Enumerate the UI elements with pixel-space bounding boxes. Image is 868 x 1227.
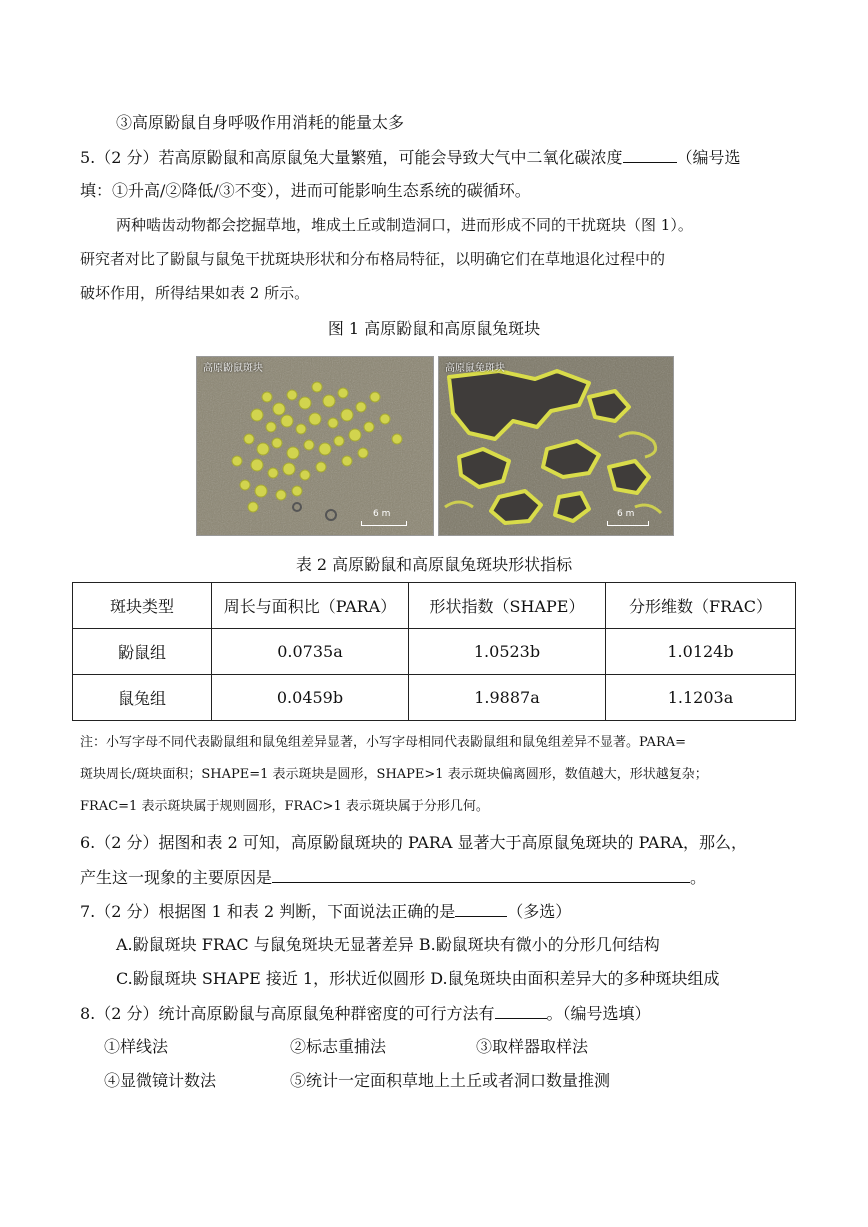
question-7-line: [80, 900, 571, 923]
question-5-line-1: [80, 146, 741, 169]
table-header-row: [73, 583, 796, 629]
question-6-end: 。: [690, 868, 707, 887]
header-cell: 周长与面积比（PARA）: [212, 583, 409, 629]
question-8-option-5: ⑤统计一定面积草地上土丘或者洞口数量推测: [290, 1071, 611, 1090]
table-cell: 1.9887a: [409, 675, 606, 721]
header-cell: 形状指数（SHAPE）: [409, 583, 606, 629]
table-cell: 1.1203a: [606, 675, 796, 721]
answer-blank-q5: [623, 146, 677, 163]
table-row: [73, 675, 796, 721]
answer-blank-q8: [495, 1002, 547, 1019]
zokor-patch-image: [197, 357, 433, 535]
question-7-text: 7.（2 分）根据图 1 和表 2 判断，下面说法正确的是: [80, 902, 456, 921]
pika-patch-photo: [438, 356, 674, 536]
answer-blank-q6: [272, 866, 690, 883]
question-6-line-1: 6.（2 分）据图和表 2 可知，高原鼢鼠斑块的 PARA 显著大于高原鼠兔斑块的 PARA，那么，: [80, 833, 748, 852]
question-5-text: 5.（2 分）若高原鼢鼠和高原鼠兔大量繁殖，可能会导致大气中二氧化碳浓度: [80, 148, 623, 167]
figure-caption: 图 1 高原鼢鼠和高原鼠兔斑块: [327, 319, 541, 338]
table-row: [73, 629, 796, 675]
question-8-option-3: ③取样器取样法: [476, 1037, 589, 1056]
question-8-end: 。（编号选填）: [546, 1004, 651, 1023]
zokor-patch-photo: [196, 356, 434, 536]
table-cell: 鼠兔组: [73, 675, 212, 721]
zokor-photo-label: 高原鼢鼠斑块: [203, 363, 263, 374]
question-8-text: 8.（2 分）统计高原鼢鼠与高原鼠兔种群密度的可行方法有: [80, 1004, 495, 1023]
table-cell: 鼢鼠组: [73, 629, 212, 675]
pika-patch-image: [439, 357, 673, 535]
paragraph-line-3: 破坏作用，所得结果如表 2 所示。: [80, 284, 310, 302]
header-cell: 分形维数（FRAC）: [606, 583, 796, 629]
question-8-option-4: ④显微镜计数法: [104, 1071, 217, 1090]
scale-text-right: 6 m: [617, 509, 635, 519]
question-8-option-2: ②标志重捕法: [290, 1037, 387, 1056]
paragraph-line-2: 研究者对比了鼢鼠与鼠兔干扰斑块形状和分布格局特征，以明确它们在草地退化过程中的: [80, 250, 666, 268]
table-cell: 0.0459b: [212, 675, 409, 721]
question-5-text-cont: （编号选: [676, 148, 741, 167]
scale-text-left: 6 m: [373, 509, 391, 519]
table-note-line-1: 注：小写字母不同代表鼢鼠组和鼠兔组差异显著，小写字母相同代表鼢鼠组和鼠兔组差异不显著。PARA=: [80, 735, 687, 750]
question-7-options-cd: C.鼢鼠斑块 SHAPE 接近 1，形状近似圆形 D.鼠兔斑块由面积差异大的多种斑块组成: [116, 969, 720, 988]
pika-photo-label: 高原鼠兔斑块: [445, 363, 505, 374]
paragraph-line-1: 两种啮齿动物都会挖掘草地，堆成土丘或制造洞口，进而形成不同的干扰斑块（图 1）。: [116, 216, 693, 234]
table-cell: 1.0523b: [409, 629, 606, 675]
question-8-line: [80, 1002, 651, 1025]
table-cell: 0.0735a: [212, 629, 409, 675]
shape-index-table: [72, 582, 796, 721]
table-caption: 表 2 高原鼢鼠和高原鼠兔斑块形状指标: [295, 555, 573, 574]
question-7-options-ab: A.鼢鼠斑块 FRAC 与鼠兔斑块无显著差异 B.鼢鼠斑块有微小的分形几何结构: [116, 935, 660, 954]
header-cell: 斑块类型: [73, 583, 212, 629]
question-6-line-2: [80, 866, 706, 889]
option-line-3: ③高原鼢鼠自身呼吸作用消耗的能量太多: [116, 113, 405, 132]
scale-bar-right: [607, 521, 649, 526]
question-8-option-1: ①样线法: [104, 1037, 169, 1056]
answer-blank-q7: [455, 900, 507, 917]
question-7-end: （多选）: [507, 902, 572, 921]
scale-bar-left: [361, 521, 407, 526]
table-cell: 1.0124b: [606, 629, 796, 675]
question-6-text: 产生这一现象的主要原因是: [80, 868, 273, 887]
table-note-line-3: FRAC=1 表示斑块属于规则圆形，FRAC>1 表示斑块属于分形几何。: [80, 799, 489, 814]
table-note-line-2: 斑块周长/斑块面积；SHAPE=1 表示斑块是圆形，SHAPE>1 表示斑块偏离圆形，数值越大，形状越复杂；: [80, 767, 708, 782]
question-5-line-2: 填：①升高/②降低/③不变），进而可能影响生态系统的碳循环。: [80, 181, 531, 200]
